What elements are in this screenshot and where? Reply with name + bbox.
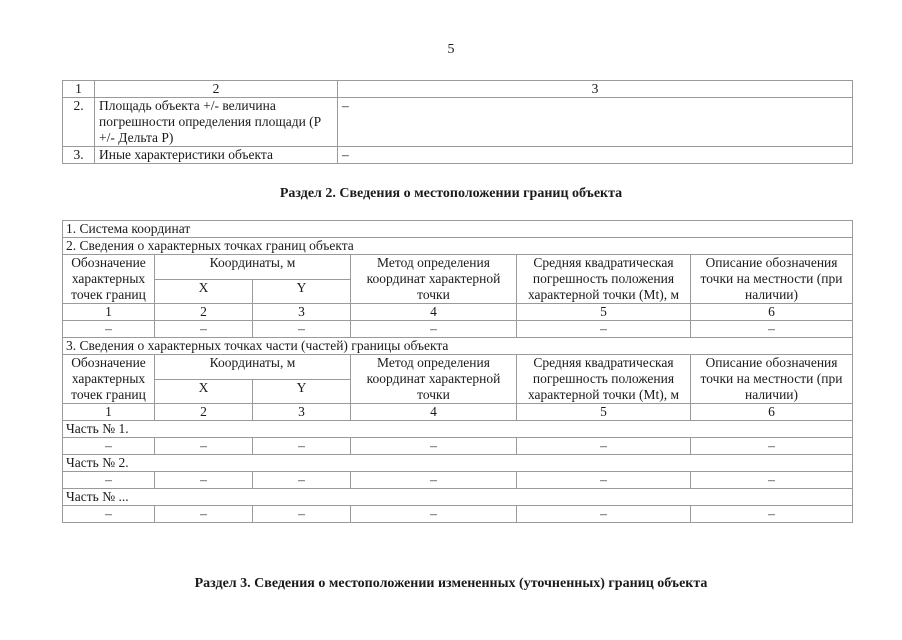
column-number: 2: [95, 81, 338, 98]
coordinates-header: Координаты, м: [155, 355, 351, 380]
empty-cell: –: [517, 472, 691, 489]
column-numbers-row: [63, 404, 853, 421]
empty-cell: –: [691, 472, 853, 489]
row-value: –: [338, 98, 853, 147]
y-header: Y: [253, 379, 351, 404]
empty-cell: –: [351, 438, 517, 455]
empty-cell: –: [155, 506, 253, 523]
part-label: Часть № 1.: [63, 421, 853, 438]
table-row: [63, 438, 853, 455]
table-row: [63, 506, 853, 523]
table-header-row: [63, 81, 853, 98]
boundary-points-table: [62, 220, 853, 523]
column-number: 6: [691, 304, 853, 321]
x-header: X: [155, 279, 253, 304]
table-row: [63, 472, 853, 489]
column-number: 2: [155, 304, 253, 321]
error-header: Средняя квадратическая погрешность положения характерной точки (Mt), м: [517, 255, 691, 304]
table-row: [63, 321, 853, 338]
y-header: Y: [253, 279, 351, 304]
column-number: 1: [63, 404, 155, 421]
method-header: Метод определения координат характерной точки: [351, 255, 517, 304]
empty-cell: –: [253, 321, 351, 338]
empty-cell: –: [63, 472, 155, 489]
column-number: 1: [63, 304, 155, 321]
empty-cell: –: [351, 472, 517, 489]
empty-cell: –: [63, 506, 155, 523]
part-label: Часть № ...: [63, 489, 853, 506]
row-number: 3.: [63, 147, 95, 164]
column-number: 3: [253, 404, 351, 421]
empty-cell: –: [691, 321, 853, 338]
column-number: 5: [517, 304, 691, 321]
empty-cell: –: [155, 438, 253, 455]
column-number: 2: [155, 404, 253, 421]
empty-cell: –: [351, 506, 517, 523]
error-header: Средняя квадратическая погрешность положения характерной точки (Mt), м: [517, 355, 691, 404]
description-header: Описание обозначения точки на местности (при наличии): [691, 355, 853, 404]
row-label: Площадь объекта +/- величина погрешности определения площади (P +/- Дельта P): [95, 98, 338, 147]
coordinates-header: Координаты, м: [155, 255, 351, 280]
empty-cell: –: [63, 321, 155, 338]
page-number: 5: [447, 42, 455, 57]
empty-cell: –: [253, 472, 351, 489]
parts-points-label: 3. Сведения о характерных точках части (частей) границы объекта: [63, 338, 853, 355]
empty-cell: –: [517, 506, 691, 523]
part-label: Часть № 2.: [63, 455, 853, 472]
empty-cell: –: [351, 321, 517, 338]
designation-header: Обозначение характерных точек границ: [63, 255, 155, 304]
x-header: X: [155, 379, 253, 404]
table-header-row: [63, 255, 853, 280]
empty-cell: –: [253, 438, 351, 455]
empty-cell: –: [253, 506, 351, 523]
column-number: 4: [351, 304, 517, 321]
description-header: Описание обозначения точки на местности (при наличии): [691, 255, 853, 304]
designation-header: Обозначение характерных точек границ: [63, 355, 155, 404]
column-numbers-row: [63, 304, 853, 321]
row-value: –: [338, 147, 853, 164]
column-number: 3: [338, 81, 853, 98]
method-header: Метод определения координат характерной точки: [351, 355, 517, 404]
empty-cell: –: [155, 321, 253, 338]
empty-cell: –: [63, 438, 155, 455]
empty-cell: –: [691, 506, 853, 523]
column-number: 1: [63, 81, 95, 98]
boundary-points-label: 2. Сведения о характерных точках границ объекта: [63, 238, 853, 255]
table-row: [63, 98, 853, 147]
row-number: 2.: [63, 98, 95, 147]
empty-cell: –: [517, 438, 691, 455]
empty-cell: –: [155, 472, 253, 489]
section-3-title: Раздел 3. Сведения о местоположении измененных (уточненных) границ объекта: [194, 576, 708, 591]
coordinate-system-label: 1. Система координат: [63, 221, 853, 238]
column-number: 5: [517, 404, 691, 421]
empty-cell: –: [691, 438, 853, 455]
row-label: Иные характеристики объекта: [95, 147, 338, 164]
object-characteristics-table: [62, 80, 853, 164]
column-number: 6: [691, 404, 853, 421]
section-2-title: Раздел 2. Сведения о местоположении границ объекта: [279, 186, 623, 201]
table-header-row: [63, 355, 853, 380]
column-number: 4: [351, 404, 517, 421]
table-row: [63, 147, 853, 164]
empty-cell: –: [517, 321, 691, 338]
column-number: 3: [253, 304, 351, 321]
